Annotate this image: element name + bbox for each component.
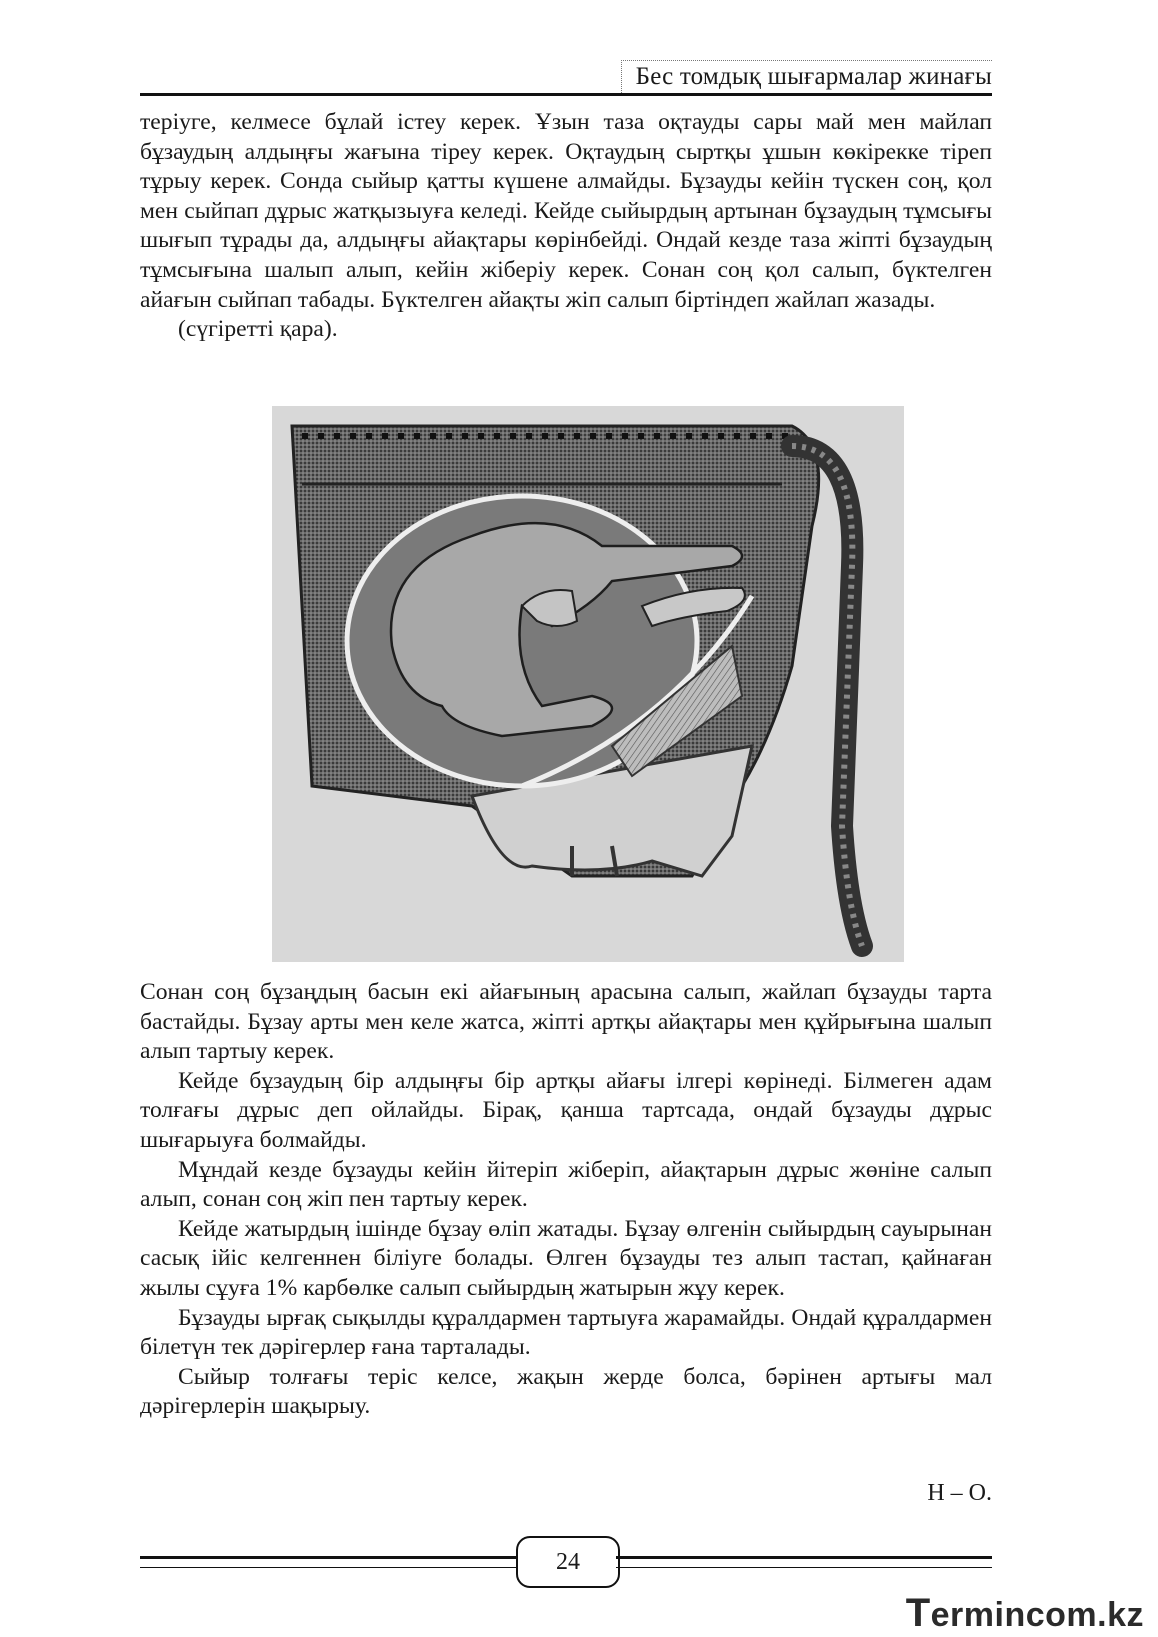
header-rule bbox=[140, 93, 992, 96]
page-footer bbox=[140, 1532, 992, 1592]
paragraph: Мұндай кезде бұзауды кейін йітеріп жіберіп, айақтарын дұрыс жөніне салып алып, сонан соң жіп пен тартыу керек. bbox=[140, 1156, 992, 1213]
illustration-drawing bbox=[272, 406, 904, 962]
running-header bbox=[140, 56, 992, 94]
paragraph: Кейде бұзаудың бір алдыңғы бір артқы айағы ілгері көрінеді. Білмеген адам толғағы дұрыс деп ойлайды. Бірақ, қанша тартсада, ондай бұзауды дұрыс шығарыуға болмайды. bbox=[140, 1067, 992, 1153]
author-signature: Н – О. bbox=[927, 1480, 992, 1506]
footer-rule-right bbox=[616, 1556, 992, 1568]
paragraph: теріуге, келмесе бұлай істеу керек. Ұзын таза оқтауды сары май мен майлап бұзаудың алдыңғы жағына тіреу керек. Оқтаудың сыртқы ұшын көкірекке тіреп тұрыу керек. Сонда сыйыр қатты күшене алмайды. Бұзауды кейін түскен соң, қол мен сыйпап дұрыс жатқызыуға келеді. Кейде сыйырдың артынан бұзаудың тұмсығы шығып тұрады да, алдыңғы айақтары көрінбейді. Ондай кезде таза жіпті бұзаудың тұмсығына шалып алып, кейін жіберіу керек. Сонан соң қол салып, бүктелген айағын сыйпап табады. Бүктелген айақты жіп салып біртіндеп жайлап жазады. bbox=[140, 109, 992, 313]
figure-reference: (сүгіретті қара). bbox=[178, 316, 338, 343]
paragraph: Кейде жатырдың ішінде бұзау өліп жатады. Бұзау өлгенін сыйырдың сауырынан сасық ійіс келгеннен біліуге болады. Өлген бұзауды тез алып тастап, қайнаған жылы сұуға 1% карбөлке салып сыйырдың жатырын жұу керек. bbox=[140, 1215, 992, 1301]
book-title: Бес томдық шығармалар жинағы bbox=[621, 60, 992, 93]
top-text-block bbox=[140, 108, 992, 345]
site-watermark-logo bbox=[906, 1591, 1144, 1635]
watermark-prefix: T bbox=[905, 1591, 931, 1635]
footer-rule-left bbox=[140, 1556, 516, 1568]
paragraph: Сыйыр толғағы теріс келсе, жақын жерде болса, бәрінен артығы мал дәрігерлерін шақырыу. bbox=[140, 1363, 992, 1420]
calf-in-womb-illustration bbox=[272, 406, 904, 962]
paragraph: Сонан соң бұзаңдың басын екі айағының арасына салып, жайлап бұзауды тарта бастайды. Бұзау арты мен келе жатса, жіпті артқы айақтары мен құйрығына шалып алып тартыу керек. bbox=[140, 979, 992, 1065]
watermark-text: ermincom.kz bbox=[930, 1596, 1144, 1634]
paragraph: Бұзауды ырғақ сықылды құралдармен тартыуға жарамайды. Ондай құралдармен білетүн тек дәрігерлер ғана тарталады. bbox=[140, 1304, 992, 1361]
bottom-text-block bbox=[140, 978, 992, 1422]
page-number: 24 bbox=[516, 1536, 620, 1588]
